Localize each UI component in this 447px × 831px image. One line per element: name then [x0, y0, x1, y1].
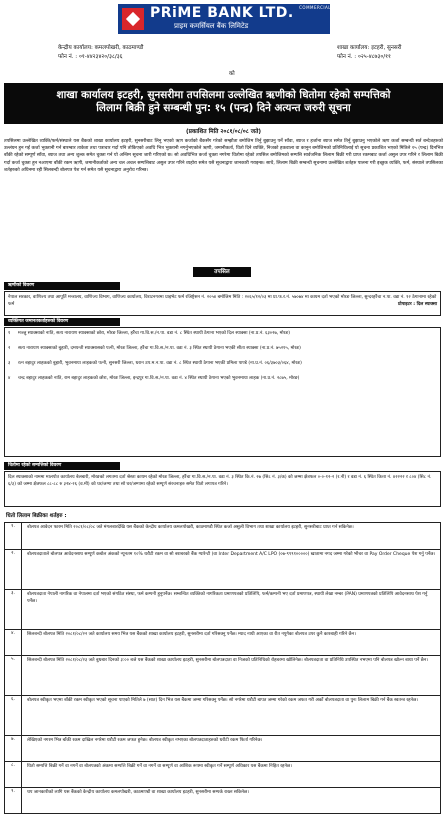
- branch-office-label: शाखा कार्यालय: इटहरी, सुनसरी: [337, 45, 402, 51]
- term-row: ७. लेखिएको नगरम भित्र बाँकी रकम दाखिल नगरेमा धरौटी रकम जफत हुनेछ। बोलपत्र स्वीकृत नभएका बोलपत्रदाताहरुको धरौटी रकम फिर्ता गरिनेछ।: [5, 735, 440, 761]
- brand-nepali: प्राइम कमर्सियल बैंक लिमिटेड: [174, 22, 249, 30]
- collateral-heading: धितोमा रहेको सम्पत्तिको विवरण: [4, 462, 120, 470]
- borrower-text: नेपाल सरकार, वाणिज्य तथा आपूर्ति मन्त्रालय, वाणिज्य विभाग, वाणिज्य कार्यालय, विराटनगरमा प्राइभेट फर्म रजिष्ट्रेसन नं. २०५४ बमोजिम मिति : २०६५/१२/०३ मा प्रा.फ.र.नं. ५७०७४ मा कायम दर्ता भएको मोरङ जिल्ला, सुन्दरहरैंचा न.पा. वडा नं. १२ ठेगानामा रहेको फर्म: [8, 295, 437, 307]
- branch-office-phone: फोन नं. : ०२५-४८७३०/११: [337, 54, 391, 60]
- head-office-label: केन्द्रीय कार्यालय: कमलपोखरी, काठमाण्डौ: [58, 45, 144, 51]
- title-line-1: शाखा कार्यालय इटहरी, सुनसरीमा तपसिलमा उल्लेखित ऋणीको धितोमा रहेको सम्पत्तिको: [56, 89, 391, 101]
- guarantors-heading: व्यक्तिगत जमानतकर्ताहरुको विवरण: [4, 318, 120, 326]
- list-item: २ सत्य नारायण स्याक्साको बुहारी, दमयन्ती स्याक्सासको पत्नी, मोरङ जिल्ला, हरैंचा गा.वि.स./न.पा. वडा नं. ३ स्थित स्थायी ठेगाना भएकी सीता स्याक्सा (ना.प्र.नं. ७५२१५, मोरङ): [8, 346, 301, 351]
- term-row: ५. सिलबन्दी बोलपत्र मिति २०८१/०८/२३ जते बुधबार दिनको ३:०० बजे यस बैंकको शाखा कार्यालय इटहरी, सुनसरीमा बोलपत्रदाता वा निजको प्रतिनिधिको रोहबरमा खोलिनेछ। बोलपत्रदाता वा प्रतिनिधि उपस्थित नभएमा पनि बोलपत्र खोल्न बाधा पर्ने छैन।: [5, 655, 440, 695]
- term-row: ४. सिलबन्दी बोलपत्र मिति २०८१/०८/२२ जते कार्यालय समय भित्र यस बैंकको शाखा कार्यालय इटहरी, सुनसरीमा दर्ता गरिसक्नु पर्नेछ। म्याद नाघी आएका वा रीत नपुगेका बोलपत्र उपर कुनै कारबाही गरिने छैन।: [5, 629, 440, 655]
- list-item: १ मञ्जु स्याक्साको नाति, सत्य नारायण स्याक्साको छोरा, मोरङ जिल्ला, हरैंचा गा.वि.स./न.पा. वडा नं. ८ स्थित स्थायी ठेगाना भएको दिल स्याक्सा (ना.प्र.नं. ६३०२७, मोरङ): [8, 331, 290, 336]
- notice-title: [4, 83, 443, 124]
- publication-date: (प्रकाशित मिति २०८१/०८/०८ जते): [185, 129, 262, 135]
- term-row: ३. बोलपत्रदाता नेपाली नागरिक वा नेपालमा दर्ता भएको संगठित संस्था, फर्म कम्पनी हुनुपर्नेछ। सम्बन्धित व्यक्तिको नागरिकता प्रमाणपत्रको प्रतिलिपि, फर्म/कम्पनी भए दर्ता प्रमाणपत्र, स्थायी लेखा नम्बर (PAN) प्रमाणपत्रको प्रतिलिपि आवेदनसाथ पेश गर्नु पर्नेछ।: [5, 589, 440, 629]
- guarantors-list: [4, 327, 441, 457]
- term-row: ८. धितो सम्पत्ति बिक्री गर्ने वा नगर्ने वा बोलपत्रको अंकमा सम्पत्ति बिक्री गर्ने वा नगर्ने वा सम्पूर्ण वा आंशिक रूपमा स्वीकृत गर्ने सम्पूर्ण अधिकार यस बैंकमा निहित रहनेछ।: [5, 761, 440, 787]
- term-row: ६. बोलपत्र स्वीकृत भएमा बाँकी रकम स्वीकृत भएको सूचना पाएको मितिले ७ (सात) दिन भित्र यस बैंकमा जम्मा गरिसक्नु पर्नेछ। सो नगरेमा धरौटी बापत जम्मा गरेको रकम जफत गरी अर्को बोलपत्रदाता वा पुनः लिलाम बिक्री गर्न बैंक स्वतन्त्र रहनेछ।: [5, 695, 440, 735]
- collateral-text: दिल स्याक्साको नाममा मालपोत कार्यालय बेलबारी, मोरङको लगतमा दर्ता श्रेस्ता कायम रहेको मोरङ जिल्ला, हरैंचा गा.वि.स./न.पा. वडा नं. ३ स्थित कि.नं. २७ (सि८ नं. ३/क) को जम्मा क्षेत्रफल ०-०-१२-२ (र.नी) र वडा नं. ६ स्थित कित्ता नं. ४२२२२ र ८०४ (सि८ नं. ६/३) को जम्मा क्षेत्रफल ८८-८८ रु ३२४-२६ (व.मी) को घर/जग्गा तथा सो घर/जग्गामा रहेको सम्पूर्ण संरचनाहरु समेत धितो लगापत्र गरिने।: [8, 475, 432, 487]
- term-row: २. बोलपत्रदाताले बोलपत्र आवेदनसाथ सम्पूर्ण कबोल अंकको न्यूनतम १०% धरौटी रकम वा सो बराबरको बैंक ग्यारेन्टी (वा Inter Department A/C LPO (०७-९९९१०००००) खातामा नगद जम्मा गरेको भौचर वा Pay Order Cheque पेश गर्नु पर्नेछ।: [5, 549, 440, 589]
- terms-heading: धितो लिलाम बिक्रीका शर्तहरु :: [6, 513, 67, 519]
- term-row: ९. थप जानकारीको लागि यस बैंकको केन्द्रीय कार्यालय कमलपोखरी, काठमाण्डौ वा शाखा कार्यालय इटहरी, सुनसरीमा सम्पर्क राख्न सकिनेछ।: [5, 787, 440, 813]
- proprietor-label: प्रोपाइटर : दिल स्याक्सा: [397, 302, 437, 307]
- list-item: ३ रत्न बहादुर लाहकको बुहारी, भुवनमाया लाहकको पत्नी, सुनसरी जिल्ला, धरान उप.म.न.पा. वडा नं. ८ स्थित स्थायी ठेगाना भएकी प्रमिला पाण्डे (ना.प्र.नं. ०६/३७०३/०६४, मोरङ): [8, 361, 302, 366]
- branch-office-info: [337, 44, 401, 62]
- borrower-heading: ऋणीको विवरण: [4, 282, 120, 290]
- header-separator: को: [229, 71, 235, 77]
- title-line-2: लिलाम बिक्री हुने सम्बन्धी पुन: १५ (पन्द्र) दिने अत्यन्त जरुरी सूचना: [96, 102, 351, 114]
- collateral-details: [4, 471, 441, 507]
- head-office-phone: फोन नं. : ०१-४४२३४२०/३८/३६: [58, 54, 123, 60]
- list-item: ४ चन्द्र बहादुर लाहकको नाति, राम बहादुर लाहकको छोरा, मोरङ जिल्ला, इन्द्रपुर गा.वि.स./न.पा. वडा नं. ४ स्थित स्थायी ठेगाना भएको भुवनमाया लाहक (ना.प्र.नं. २८७५, मोरङ): [8, 376, 300, 381]
- logo-mark-icon: [122, 8, 144, 30]
- body-paragraph: तपसिलमा उल्लेखित व्यक्ति/फर्म/संस्थाले यस बैंकको शाखा कार्यालय इटहरी, सुनसरीबाट लिनु भएको ऋण कर्जाको बैंकसँग गरेको सम्झौता बमोजिम तिर्नु बुझाउनु पर्ने साँवा, ब्याज र हर्जाना ब्याज समेत तिर्नु बुझाउनु भएकोले ऋण कर्जा सम्बन्धी सर्त बन्देजहरुको उल्लंघन हुन गई कर्जा भुक्तानी गर्न बारम्बार ताकेता तथा पत्राचार गर्दा पनि तोकिएको अवधि भित्र भुक्तानी नगर्नुभएकोले ऋणी, जमानीकर्ता, धितो दिने व्यक्ति, निजको हकवाला वा कानुन बमोजिमको प्रतिनिधिलाई यो सूचना प्रकाशित भएको मितिले १५ (पन्द्र) दिनभित्र बाँकी रहेको सम्पूर्ण साँवा, ब्याज तथा अन्य शुल्क समेत चुक्ता गर्न यो अन्तिम सूचना जारी गरिएको छ। सो अवधिभित्र कर्जा चुक्ता नगरेमा धितोमा रहेको तपसिल बमोजिमको सम्पत्ति सार्वजनिक लिलाम बिक्री गरी प्राप्त रकमबाट कर्जा असुल उपर गरिने र लिलाम बिक्री गर्दा कर्जा चुक्ता हुन नआएमा बाँकी रकम ऋणी, जमानीकर्ताको अन्य चल अचल सम्पत्तिबाट असुल उपर गरिने व्यहोरा समेत यसै सूचनाद्वारा जानकारी गराइन्छ। साथै, लिलाम बिक्री सम्बन्धी सूचनामा उल्लेखित शर्तहरु पालना गरी इच्छुक व्यक्ति, फर्म, संस्थाले तपसिलका शर्तहरुको अधिनमा रही सिलबन्दी बोलपत्र पेश गर्न समेत यसै सूचनाद्वारा अनुरोध गरिन्छ।: [4, 139, 443, 173]
- borrower-details: [4, 291, 441, 316]
- terms-table: [4, 522, 441, 814]
- bank-logo: [118, 4, 330, 34]
- section-tag: तपसिल: [193, 267, 251, 277]
- notice-body: [4, 138, 443, 174]
- head-office-info: [58, 44, 143, 62]
- brand-name: PRiME BANK LTD. $^{COMMERCIAL}$: [150, 5, 332, 21]
- term-row: १. बोलपत्र आवेदन फारम मिति २०८१/०८/०८ जते मंगलबारदेखि यस बैंकको केन्द्रीय कार्यालय कमलपोखरी, काठमाण्डौ स्थित कर्जा असुली विभाग तथा शाखा कार्यालय इटहरी, सुनसरीबाट प्राप्त गर्न सकिनेछ।: [5, 523, 440, 549]
